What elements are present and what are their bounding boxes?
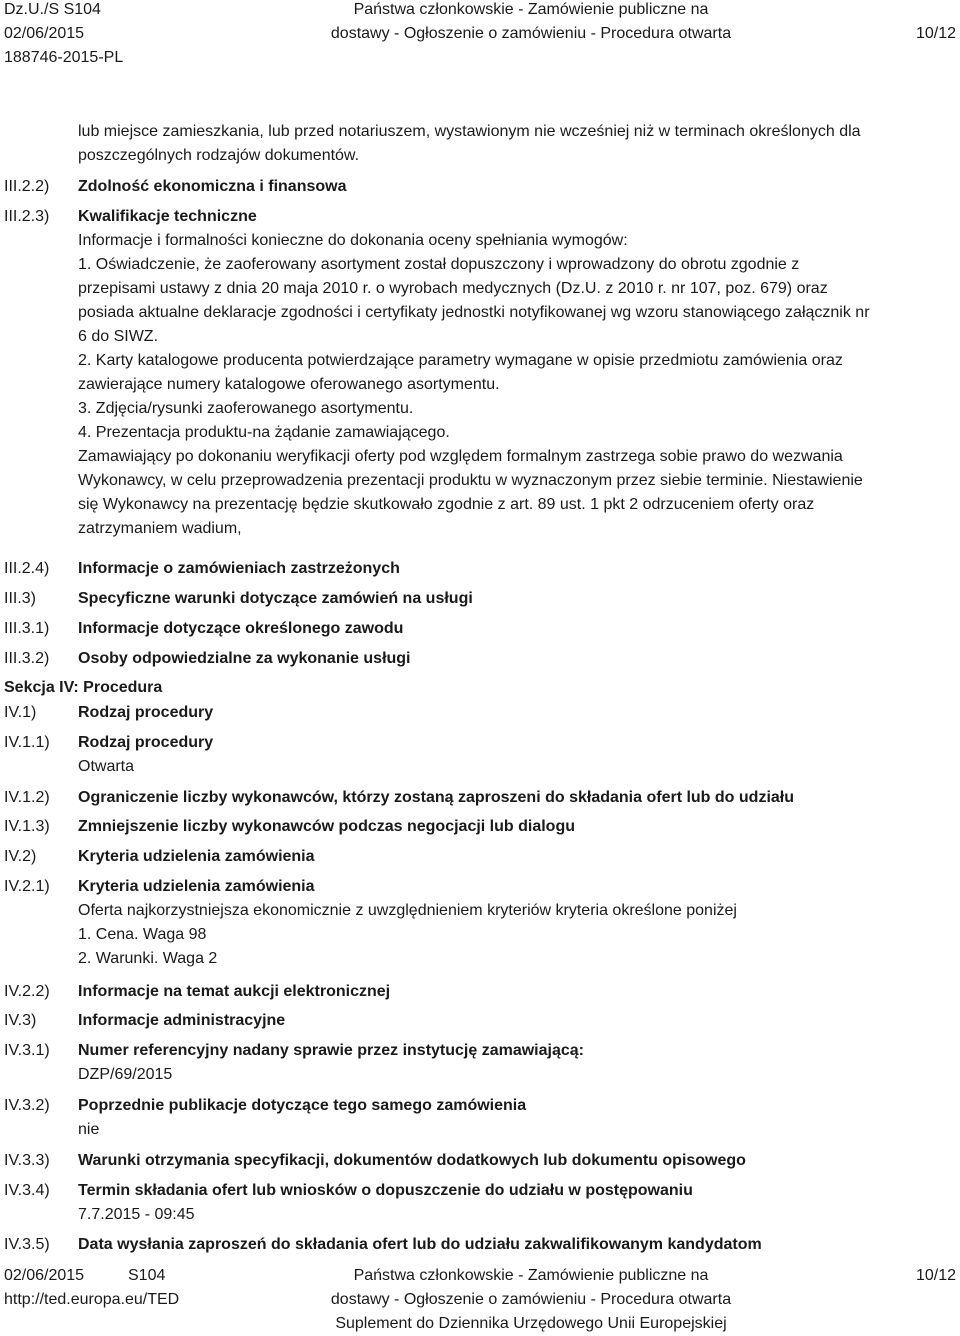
section-iv-title: Sekcja IV: Procedura: [4, 679, 163, 696]
section-code: IV.3.2): [4, 1097, 50, 1114]
text-line: 3. Zdjęcia/rysunki zaoferowanego asortymentu.: [78, 400, 414, 417]
section-code: IV.1.3): [4, 818, 50, 835]
section-code: IV.2): [4, 848, 37, 865]
footer-date: 02/06/2015: [4, 1267, 85, 1284]
text-line: zatrzymaniem wadium,: [78, 520, 242, 537]
section-heading: Zdolność ekonomiczna i finansowa: [78, 178, 347, 195]
header-right: [916, 0, 956, 46]
text-line: przepisami ustawy z dnia 20 maja 2010 r. o wyrobach medycznych (Dz.U. z 2010 r. nr 107, poz. 679) oraz: [78, 280, 828, 297]
section-code: IV.3): [4, 1012, 37, 1029]
section-heading: Numer referencyjny nadany sprawie przez instytucję zamawiającą:: [78, 1042, 584, 1059]
section-code: IV.1.2): [4, 789, 50, 806]
section-code: IV.2.1): [4, 878, 50, 895]
journal-reference: Dz.U./S S104: [4, 1, 101, 18]
section-heading: Poprzednie publikacje dotyczące tego samego zamówienia: [78, 1097, 527, 1114]
text-line: Oferta najkorzystniejsza ekonomicznie z uwzględnieniem kryteriów kryteria określone poniżej: [78, 902, 737, 919]
section-heading: Kwalifikacje techniczne: [78, 208, 257, 225]
intro-line-1: lub miejsce zamieszkania, lub przed notariuszem, wystawionym nie wcześniej niż w terminach określonych dla: [78, 123, 861, 140]
footer-title: [300, 1264, 762, 1336]
section-heading: Informacje dotyczące określonego zawodu: [78, 620, 404, 637]
footer-title-line-1: Państwa członkowskie - Zamówienie publiczne na: [353, 1267, 709, 1284]
text-line: Zamawiający po dokonaniu weryfikacji oferty pod względem formalnym zastrzega sobie prawo do wezwania: [78, 448, 843, 465]
header-title-line-1: Państwa członkowskie - Zamówienie publiczne na: [353, 1, 709, 18]
header-title: [300, 0, 762, 46]
header-title-line-2: dostawy - Ogłoszenie o zamówieniu - Procedura otwarta: [330, 25, 732, 42]
section-code: IV.3.5): [4, 1236, 50, 1253]
header-page-number: 10/12: [915, 25, 956, 42]
section-value: Otwarta: [78, 758, 135, 775]
section-value: nie: [78, 1121, 100, 1138]
footer-issue: S104: [128, 1267, 166, 1284]
footer-title-line-3: Suplement do Dziennika Urzędowego Unii Europejskiej: [335, 1315, 727, 1332]
section-heading: Osoby odpowiedzialne za wykonanie usługi: [78, 650, 411, 667]
section-value: 7.7.2015 - 09:45: [78, 1206, 195, 1223]
text-line: posiada aktualne deklaracje zgodności i certyfikaty jednostki notyfikowanej wg wzoru stanowiącego załącznik nr: [78, 304, 870, 321]
page-header: [0, 0, 960, 70]
text-line: się Wykonawcy na prezentację będzie skutkowało zgodnie z art. 89 ust. 1 pkt 2 odrzuceniem oferty oraz: [78, 496, 815, 513]
publication-date: 02/06/2015: [4, 25, 85, 42]
section-code: III.2.2): [4, 178, 50, 195]
section-value: DZP/69/2015: [78, 1066, 173, 1083]
section-code: III.3.1): [4, 620, 50, 637]
section-heading: Data wysłania zaproszeń do składania ofert lub do udziału zakwalifikowanym kandydatom: [78, 1236, 762, 1253]
text-line: 2. Karty katalogowe producenta potwierdzające parametry wymagane w opisie przedmiotu zamówienia oraz: [78, 352, 843, 369]
section-code: IV.3.4): [4, 1182, 50, 1199]
page-footer: [0, 1264, 960, 1336]
section-heading: Rodzaj procedury: [78, 734, 214, 751]
section-heading: Kryteria udzielenia zamówienia: [78, 878, 315, 895]
section-heading: Informacje administracyjne: [78, 1012, 286, 1029]
header-left: [4, 0, 123, 70]
intro-line-2: poszczególnych rodzajów dokumentów.: [78, 147, 360, 164]
section-heading: Zmniejszenie liczby wykonawców podczas negocjacji lub dialogu: [78, 818, 575, 835]
footer-url-link[interactable]: http://ted.europa.eu/TED: [4, 1291, 180, 1308]
section-heading: Kryteria udzielenia zamówienia: [78, 848, 315, 865]
section-heading: Ograniczenie liczby wykonawców, którzy zostaną zaproszeni do składania ofert lub do udziału: [78, 789, 794, 806]
section-code: III.2.4): [4, 560, 50, 577]
section-heading: Informacje o zamówieniach zastrzeżonych: [78, 560, 400, 577]
footer-title-line-2: dostawy - Ogłoszenie o zamówieniu - Procedura otwarta: [330, 1291, 732, 1308]
text-line: 1. Cena. Waga 98: [78, 926, 207, 943]
section-heading: Warunki otrzymania specyfikacji, dokumentów dodatkowych lub dokumentu opisowego: [78, 1152, 746, 1169]
section-code: IV.3.3): [4, 1152, 50, 1169]
document-id: 188746-2015-PL: [4, 49, 124, 66]
section-code: IV.3.1): [4, 1042, 50, 1059]
section-code: III.3.2): [4, 650, 50, 667]
text-line: 2. Warunki. Waga 2: [78, 950, 218, 967]
footer-right: [916, 1264, 956, 1288]
section-code: III.2.3): [4, 208, 50, 225]
text-line: Wykonawcy, w celu przeprowadzenia prezentacji produktu w wyznaczonym przez siebie terminie. Niestawienie: [78, 472, 863, 489]
section-heading: Termin składania ofert lub wniosków o dopuszczenie do udziału w postępowaniu: [78, 1182, 693, 1199]
section-code: IV.2.2): [4, 983, 50, 1000]
text-line: zawierające numery katalogowe oferowanego asortymentu.: [78, 376, 500, 393]
text-line: 6 do SIWZ.: [78, 328, 159, 345]
text-line: Informacje i formalności konieczne do dokonania oceny spełniania wymogów:: [78, 232, 628, 249]
text-line: 4. Prezentacja produktu-na żądanie zamawiającego.: [78, 424, 450, 441]
section-heading: Rodzaj procedury: [78, 704, 214, 721]
section-heading: Informacje na temat aukcji elektronicznej: [78, 983, 391, 1000]
section-code: IV.1.1): [4, 734, 50, 751]
section-heading: Specyficzne warunki dotyczące zamówień na usługi: [78, 590, 473, 607]
text-line: 1. Oświadczenie, że zaoferowany asortyment został dopuszczony i wprowadzony do obrotu zgodnie z: [78, 256, 800, 273]
footer-page-number: 10/12: [915, 1267, 956, 1284]
section-code: IV.1): [4, 704, 37, 721]
section-code: III.3): [4, 590, 37, 607]
